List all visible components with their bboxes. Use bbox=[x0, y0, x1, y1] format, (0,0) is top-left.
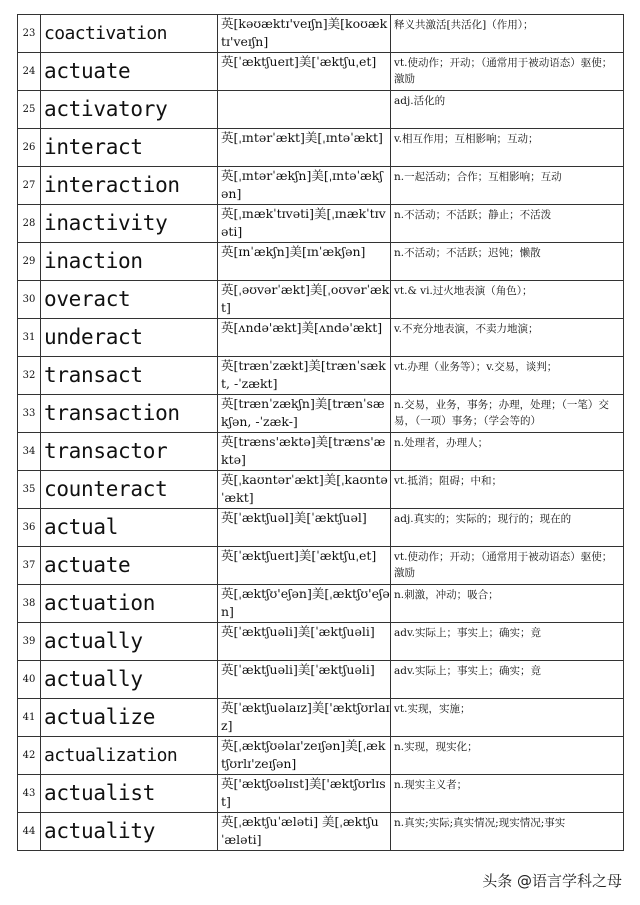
row-number: 30 bbox=[18, 281, 41, 319]
table-row bbox=[18, 167, 624, 205]
table-row bbox=[18, 433, 624, 471]
row-word: actually bbox=[41, 623, 218, 661]
row-number: 33 bbox=[18, 395, 41, 433]
row-phonetic: 英[ˌɪntərˈækʃn]美[ˌɪntəˈækʃən] bbox=[218, 167, 391, 205]
row-phonetic: 英[ɪnˈækʃn]美[ɪnˈækʃən] bbox=[218, 243, 391, 281]
row-definition: 释义共激活[共活化]（作用）； bbox=[391, 15, 624, 53]
row-number: 24 bbox=[18, 53, 41, 91]
row-phonetic: 英['æktʃʊəlɪst]美['æktʃʊrlɪst] bbox=[218, 775, 391, 813]
row-phonetic: 英[ˌæktʃʊ'eʃən]美[ˌæktʃʊ'eʃən] bbox=[218, 585, 391, 623]
row-phonetic: 英[træns'æktə]美[træns'æktə] bbox=[218, 433, 391, 471]
row-phonetic: 英[trænˈzækʃn]美[trænˈsækʃən, -ˈzæk-] bbox=[218, 395, 391, 433]
row-word: activatory bbox=[41, 91, 218, 129]
row-definition: n.一起活动；合作；互相影响；互动 bbox=[391, 167, 624, 205]
row-number: 23 bbox=[18, 15, 41, 53]
row-number: 41 bbox=[18, 699, 41, 737]
row-phonetic: 英[ˌkaʊntərˈækt]美[ˌkaʊntəˈækt] bbox=[218, 471, 391, 509]
row-definition: n.交易，业务，事务；办理，处理；（一笔）交易，（一项）事务；（学会等的） bbox=[391, 395, 624, 433]
row-word: inaction bbox=[41, 243, 218, 281]
row-definition: adv.实际上；事实上；确实；竟 bbox=[391, 623, 624, 661]
row-definition: n.不活动；不活跃；静止；不活泼 bbox=[391, 205, 624, 243]
table-row bbox=[18, 395, 624, 433]
row-number: 40 bbox=[18, 661, 41, 699]
row-word: actually bbox=[41, 661, 218, 699]
row-definition: n.处理者，办理人； bbox=[391, 433, 624, 471]
row-word: underact bbox=[41, 319, 218, 357]
table-row bbox=[18, 813, 624, 851]
row-word: actuation bbox=[41, 585, 218, 623]
table-row bbox=[18, 775, 624, 813]
row-number: 26 bbox=[18, 129, 41, 167]
row-number: 43 bbox=[18, 775, 41, 813]
table-row bbox=[18, 281, 624, 319]
row-word: actuate bbox=[41, 547, 218, 585]
row-phonetic: 英[ˈæktʃueɪt]美[ˈæktʃuˌet] bbox=[218, 547, 391, 585]
row-definition: n.刺激，冲动；吸合； bbox=[391, 585, 624, 623]
table-row bbox=[18, 737, 624, 775]
row-definition: vt.使动作；开动；（通常用于被动语态）驱使；激励 bbox=[391, 547, 624, 585]
row-word: counteract bbox=[41, 471, 218, 509]
table-row bbox=[18, 471, 624, 509]
row-phonetic: 英[ˈæktʃuəli]美[ˈæktʃuəli] bbox=[218, 623, 391, 661]
row-definition: n.不活动；不活跃；迟钝；懒散 bbox=[391, 243, 624, 281]
row-definition: vt.& vi.过火地表演（角色）； bbox=[391, 281, 624, 319]
row-phonetic: 英[ʌndə'ækt]美[ʌndə'ækt] bbox=[218, 319, 391, 357]
row-definition: v.相互作用；互相影响；互动； bbox=[391, 129, 624, 167]
table-row bbox=[18, 661, 624, 699]
row-word: interact bbox=[41, 129, 218, 167]
row-definition: n.现实主义者； bbox=[391, 775, 624, 813]
row-number: 25 bbox=[18, 91, 41, 129]
row-number: 28 bbox=[18, 205, 41, 243]
table-row bbox=[18, 509, 624, 547]
row-phonetic bbox=[218, 91, 391, 129]
row-phonetic: 英[trænˈzækt]美[trænˈsækt, -ˈzækt] bbox=[218, 357, 391, 395]
table-row bbox=[18, 547, 624, 585]
row-definition: v.不充分地表演，不卖力地演； bbox=[391, 319, 624, 357]
row-phonetic: 英[ˈæktʃuəl]美[ˈæktʃuəl] bbox=[218, 509, 391, 547]
row-number: 32 bbox=[18, 357, 41, 395]
row-definition: vt.办理（业务等）；v.交易，谈判； bbox=[391, 357, 624, 395]
row-definition: vt.实现，实施； bbox=[391, 699, 624, 737]
row-definition: adj.活化的 bbox=[391, 91, 624, 129]
row-number: 44 bbox=[18, 813, 41, 851]
watermark-credit: 头条 @语言学科之母 bbox=[482, 872, 622, 890]
row-word: coactivation bbox=[41, 15, 218, 53]
table-row bbox=[18, 623, 624, 661]
row-number: 37 bbox=[18, 547, 41, 585]
row-number: 29 bbox=[18, 243, 41, 281]
table-row bbox=[18, 243, 624, 281]
row-word: inactivity bbox=[41, 205, 218, 243]
row-number: 42 bbox=[18, 737, 41, 775]
table-row bbox=[18, 699, 624, 737]
row-phonetic: 英[ˈæktʃuəlaɪz]美['æktʃʊrlaɪz] bbox=[218, 699, 391, 737]
row-phonetic: 英[kəʊæktɪ'veɪʃn]美[koʊæktɪ'veɪʃn] bbox=[218, 15, 391, 53]
table-row bbox=[18, 585, 624, 623]
row-word: actual bbox=[41, 509, 218, 547]
table-row bbox=[18, 205, 624, 243]
row-phonetic: 英[ˈæktʃueɪt]美[ˈæktʃuˌet] bbox=[218, 53, 391, 91]
row-word: interaction bbox=[41, 167, 218, 205]
row-word: transactor bbox=[41, 433, 218, 471]
row-word: actualist bbox=[41, 775, 218, 813]
row-phonetic: 英[ˈæktʃuəli]美[ˈæktʃuəli] bbox=[218, 661, 391, 699]
table-row bbox=[18, 53, 624, 91]
row-word: actualization bbox=[41, 737, 218, 775]
table-row bbox=[18, 91, 624, 129]
row-definition: vt.使动作；开动；（通常用于被动语态）驱使；激励 bbox=[391, 53, 624, 91]
table-row bbox=[18, 129, 624, 167]
row-word: overact bbox=[41, 281, 218, 319]
row-phonetic: 英[ˌəʊvərˈækt]美[ˌoʊvərˈækt] bbox=[218, 281, 391, 319]
row-number: 39 bbox=[18, 623, 41, 661]
row-word: actualize bbox=[41, 699, 218, 737]
row-definition: n.实现，现实化； bbox=[391, 737, 624, 775]
row-definition: vt.抵消；阻碍；中和； bbox=[391, 471, 624, 509]
table-row bbox=[18, 15, 624, 53]
row-number: 35 bbox=[18, 471, 41, 509]
row-definition: adj.真实的；实际的；现行的；现在的 bbox=[391, 509, 624, 547]
vocabulary-table bbox=[17, 14, 624, 851]
row-number: 36 bbox=[18, 509, 41, 547]
row-phonetic: 英[ˌɪnækˈtɪvəti]美[ˌɪnækˈtɪvəti] bbox=[218, 205, 391, 243]
row-word: actuality bbox=[41, 813, 218, 851]
vocabulary-table-body bbox=[18, 15, 624, 851]
row-word: transact bbox=[41, 357, 218, 395]
row-number: 34 bbox=[18, 433, 41, 471]
row-definition: adv.实际上；事实上；确实；竟 bbox=[391, 661, 624, 699]
row-word: transaction bbox=[41, 395, 218, 433]
row-number: 38 bbox=[18, 585, 41, 623]
row-phonetic: 英[ˌæktʃʊəlaɪ'zeɪʃən]美[ˌæktʃʊrlɪ'zeɪʃən] bbox=[218, 737, 391, 775]
table-row bbox=[18, 357, 624, 395]
row-phonetic: 英[ˌæktʃuˈæləti] 美[ˌæktʃuˈæləti] bbox=[218, 813, 391, 851]
row-word: actuate bbox=[41, 53, 218, 91]
table-row bbox=[18, 319, 624, 357]
row-definition: n.真实;实际;真实情况;现实情况;事实 bbox=[391, 813, 624, 851]
row-number: 27 bbox=[18, 167, 41, 205]
row-phonetic: 英[ˌɪntərˈækt]美[ˌɪntəˈækt] bbox=[218, 129, 391, 167]
row-number: 31 bbox=[18, 319, 41, 357]
